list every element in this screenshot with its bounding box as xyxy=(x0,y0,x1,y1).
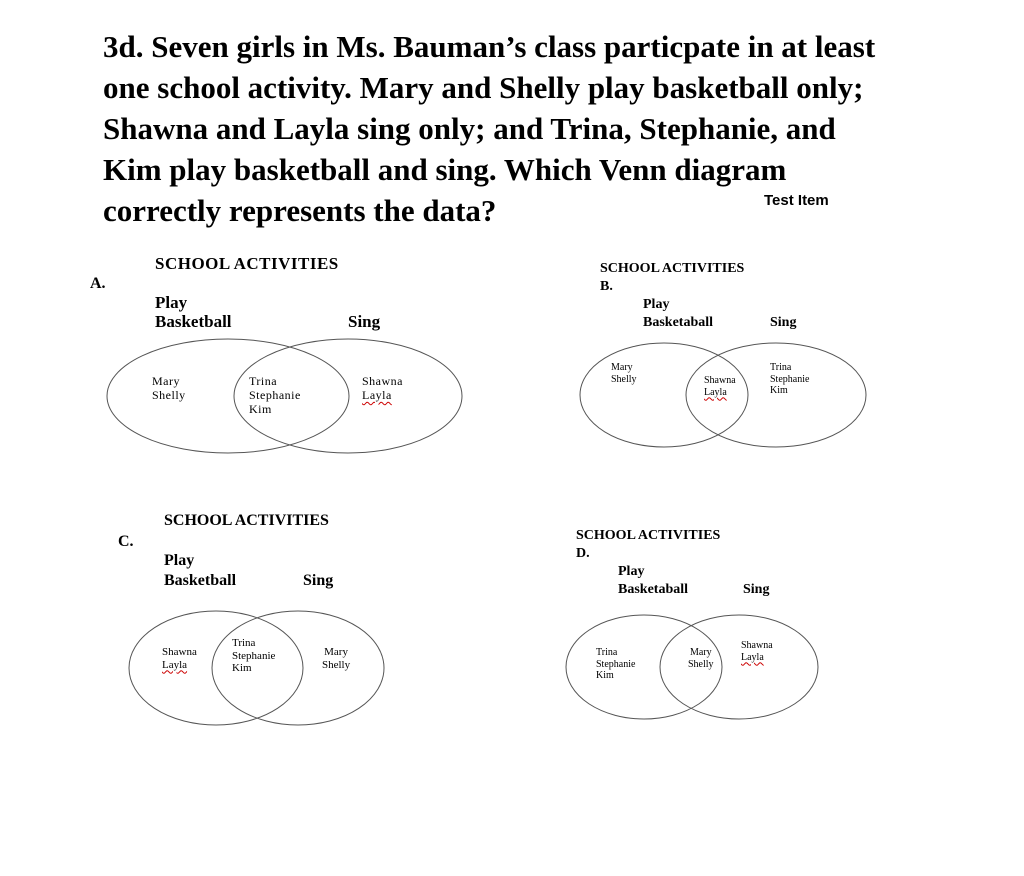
question-line: 3d. Seven girls in Ms. Bauman’s class particpate in at least xyxy=(103,29,876,64)
student-name: Layla xyxy=(741,651,764,663)
set-label-sing: Sing xyxy=(743,582,770,597)
diagram-title: SCHOOL ACTIVITIES xyxy=(155,254,339,273)
circle-sing xyxy=(660,615,818,719)
set-label-basketball: Basketball xyxy=(155,312,232,331)
student-name: Shelly xyxy=(611,373,637,385)
question-line: Kim play basketball and sing. Which Venn diagram xyxy=(103,152,787,187)
set-label-basketball: Basketball xyxy=(164,572,237,589)
student-name: Layla xyxy=(162,658,188,671)
student-name: Mary xyxy=(152,374,180,388)
option-letter: C. xyxy=(118,533,134,550)
option-letter: D. xyxy=(576,546,590,561)
student-name: Stephanie xyxy=(249,387,301,402)
set-label-basketball: Play xyxy=(618,564,645,579)
student-name: Kim xyxy=(596,670,614,681)
option-letter: B. xyxy=(600,279,613,294)
set-label-basketball: Basketaball xyxy=(618,582,689,597)
question-line: correctly represents the data? xyxy=(103,193,497,228)
student-name: Shawna xyxy=(362,374,403,388)
student-name: Trina xyxy=(249,374,278,388)
student-name: Shawna xyxy=(741,640,773,651)
student-name: Kim xyxy=(770,385,788,396)
set-label-basketball: Play xyxy=(164,552,195,569)
student-name: Stephanie xyxy=(232,649,276,662)
student-name: Trina xyxy=(596,647,618,658)
student-name: Shawna xyxy=(162,646,197,658)
student-name: Kim xyxy=(232,662,252,675)
student-name: Mary xyxy=(611,362,633,373)
set-label-basketball: Play xyxy=(643,297,670,312)
question-line: one school activity. Mary and Shelly play basketball only; xyxy=(103,70,864,105)
student-name: Shelly xyxy=(688,658,714,670)
region-right-names xyxy=(741,640,773,663)
set-label-basketball: Basketaball xyxy=(643,315,714,330)
option-letter: A. xyxy=(90,275,106,292)
region-middle-names xyxy=(688,647,714,670)
student-name: Shawna xyxy=(704,375,736,386)
test-item-label: Test Item xyxy=(764,192,829,209)
student-name: Mary xyxy=(689,647,712,658)
student-name: Layla xyxy=(704,386,727,398)
question-line: Shawna and Layla sing only; and Trina, Stephanie, and xyxy=(103,111,836,146)
diagram-title: SCHOOL ACTIVITIES xyxy=(600,261,745,276)
student-name: Stephanie xyxy=(596,658,636,670)
set-label-sing: Sing xyxy=(348,312,381,331)
region-left-names xyxy=(596,647,635,682)
diagram-title: SCHOOL ACTIVITIES xyxy=(576,528,721,543)
student-name: Stephanie xyxy=(770,373,810,385)
set-label-sing: Sing xyxy=(303,572,334,589)
student-name: Layla xyxy=(362,387,392,402)
student-name: Kim xyxy=(249,401,272,416)
student-name: Shelly xyxy=(322,658,351,671)
diagram-title: SCHOOL ACTIVITIES xyxy=(164,512,329,529)
set-label-basketball: Play xyxy=(155,293,188,312)
student-name: Shelly xyxy=(152,387,186,402)
student-name: Trina xyxy=(770,362,792,373)
student-name: Trina xyxy=(232,637,256,649)
student-name: Mary xyxy=(324,646,348,658)
set-label-sing: Sing xyxy=(770,315,797,330)
